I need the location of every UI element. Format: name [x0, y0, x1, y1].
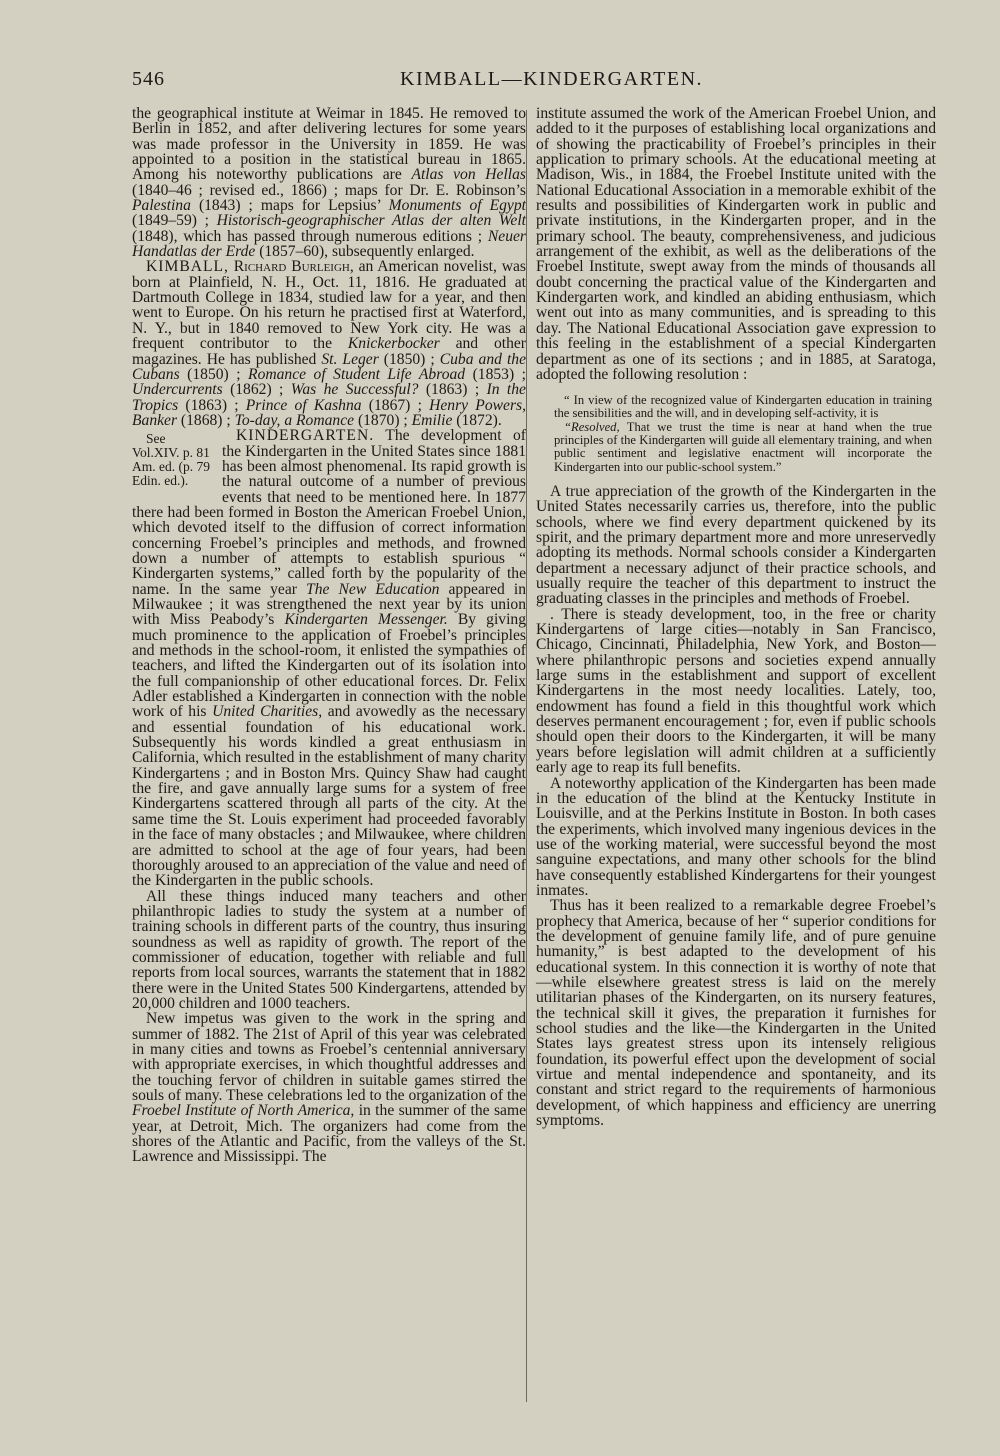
- column-rule: [526, 110, 527, 1402]
- kiepert-paragraph: the geographical institute at Weimar in 1845. He removed to Berlin in 1852, and after delivering lectures for some years was made professor in the University in 1859. He was appointed to a position in the statistical bureau in 1865. Among his noteworthy publications are Atlas von Hellas (1840–46 ; revised ed., 1866) ; maps for Dr. E. Robinson’s Palestina (1843) ; maps for Lepsius’ Monuments of Egypt (1849–59) ; Historisch-geographischer Atlas der alten Welt (1848), which has passed through numerous editions ; Neuer Handatlas der Erde (1857–60), subsequently enlarged.: [132, 105, 527, 261]
- entry-heading: KINDERGARTEN.: [236, 427, 375, 445]
- right-column: [536, 106, 936, 1128]
- margin-note: See Vol.XIV. p. 81 Am. ed. (p. 79 Edin. ed.).: [132, 431, 210, 489]
- resolution-quote: [554, 394, 932, 474]
- paragraph: Thus has it been realized to a remarkable degree Froebel’s prophecy that America, because of her “ superior conditions for the development of genuine family life, and of pure genuine humanity,” is best adapted to the development of his educational system. In this connection it is worthy of note that—while elsewhere greatest stress is laid on the merely utilitarian phases of the Kindergarten, on its nursery features, the technical skill it gives, the preparation it furnishes for school studies and the like—the Kindergarten in the United States lays greatest stress upon its intensely religious foundation, its powerful effect upon the development of social virtue and mental independence and spontaneity, and its constant and strict regard to the requirements of harmonious development, of which happiness and efficiency are unerring symptoms.: [536, 897, 936, 1130]
- quote-line: “ In view of the recognized value of Kindergarten education in training the sensibilities and the will, and in developing self-activity, it is: [554, 393, 932, 421]
- paragraph: All these things induced many teachers and other philanthropic ladies to study the system at a number of training schools in different parts of the country, thus insuring soundness as well as rapidity of growth. The report of the commissioner of education, together with reliable and full reports from local sources, warrants the statement that in 1882 there were in the United States 500 Kindergartens, attended by 20,000 children and 1000 teachers.: [132, 887, 526, 1012]
- paragraph: A true appreciation of the growth of the Kindergarten in the United States necessarily carries us, therefore, into the public schools, where we find every department quickened by its spirit, and the primary department more and more unreservedly adopting its methods. Normal schools consider a Kindergarten department a necessary adjunct of their practice schools, and usually require the teacher of this department to instruct the graduating classes in the principles and methods of Froebel.: [536, 482, 936, 608]
- entry-name: Richard Burleigh,: [233, 258, 354, 276]
- paragraph: . There is steady development, too, in the free or charity Kindergartens of large cities—notably in San Francisco, Chicago, Cincinnati, Philadelphia, New York, and Boston—where philanthropic persons and societies expend annually large sums in the establishment and support of excellent Kindergartens in the most needy localities. Lately, too, endowment has found a field in this thoughtful work which deserves permanent encouragement ; for, even if public schools should open their doors to the Kindergarten, it will be many years before legislation will admit children at a sufficiently early age to reap its full benefits.: [536, 605, 936, 777]
- paragraph: A noteworthy application of the Kindergarten has been made in the education of the blind at the Kentucky Institute in Louisville, and at the Perkins Institute in Boston. In both cases the experiments, which involved many ingenious devices in the use of the working material, were successful beyond the most sanguine expectations, and many other schools for the blind have consequently established Kindergartens for their youngest inmates.: [536, 774, 936, 899]
- paragraph: institute assumed the work of the American Froebel Union, and added to it the purposes of establishing local organizations and of showing the practicability of Froebel’s principles in their application to primary schools. At the educational meeting at Madison, Wis., in 1884, the Froebel Institute united with the National Educational Association in a memorable exhibit of the results and possibilities of Kindergarten work in public and private institutions, in the Kindergarten proper, and in the primary school. The beauty, comprehensiveness, and judicious arrangement of the exhibit, as well as the deliberations of the Froebel Institute, swept away from the minds of thousands all doubt concerning the practical value of the Kindergarten and Kindergarten work, and kindled an abiding enthusiasm, which went out into as many communities, and is spreading to this day. The National Educational Association gave expression to this feeling in the establishment of a special Kindergarten department as one of its sections ; and in 1885, at Saratoga, adopted the following resolution :: [536, 105, 936, 383]
- page-number: 546: [132, 68, 165, 90]
- entry-heading: KIMBALL,: [146, 258, 229, 276]
- kindergarten-entry: KINDERGARTEN. See Vol.XIV. p. 81 Am. ed. (p. 79 Edin. ed.). The development of the Kindergarten in the United States since 1881 has been almost phenomenal. Its rapid growth is the natural outcome of a number of previous events that need to be mentioned here. In 1877 there had been formed in Boston the American Froebel Union, which devoted itself to the diffusion of correct information concerning Froebel’s principles and methods, and frowned down a number of attempts to establish spurious “ Kindergarten systems,” called forth by the popularity of the name. In the same year The New Education appeared in Milwaukee ; it was strengthened the next year by its union with Miss Peabody’s Kindergarten Messenger. By giving much prominence to the application of Froebel’s principles and methods in the school-room, it enlisted the sympathies of teachers, and lifted the Kindergarten out of its isolation into the full companionship of other educational forces. Dr. Felix Adler established a Kindergarten in connection with the noble work of his United Charities, and avowedly as the necessary and essential foundation of his educational work. Subsequently his words kindled a great enthusiasm in California, which resulted in the establishment of many charity Kindergartens ; and in Boston Mrs. Quincy Shaw had caught the fire, and gave annually large sums for a system of free Kindergartens scattered through all parts of the city. At the same time the St. Louis experiment had proceeded favorably in the face of many obstacles ; and Milwaukee, where children are admitted to school at the age of four years, had been thoroughly aroused to an appreciation of the value and need of the Kindergarten in the public schools.: [132, 427, 526, 890]
- quote-line: “Resolved, That we trust the time is near at hand when the true principles of the Kindergarten will guide all elementary training, and when public sentiment and legislative enactment will incorporate the Kindergarten into our public-school system.”: [554, 419, 932, 474]
- left-column: [132, 106, 526, 1165]
- kimball-entry: KIMBALL, Richard Burleigh, an American novelist, was born at Plainfield, N. H., Oct. 11, 1816. He graduated at Dartmouth College in 1834, studied law for a year, and then went to Europe. On his return he practised first at Waterford, N. Y., but in 1840 removed to New York city. He was a frequent contributor to the Knickerbocker and other magazines. He has published St. Leger (1850) ; Cuba and the Cubans (1850) ; Romance of Student Life Abroad (1853) ; Undercurrents (1862) ; Was he Successful? (1863) ; In the Tropics (1863) ; Prince of Kashna (1867) ; Henry Powers, Banker (1868) ; To-day, a Romance (1870) ; Emilie (1872).: [132, 258, 526, 429]
- paragraph: New impetus was given to the work in the spring and summer of 1882. The 21st of April of this year was celebrated in many cities and towns as Froebel’s centennial anniversary with appropriate exercises, in which thoughtful addresses and the touching fervor of children in suitable games stirred the souls of many. These celebrations led to the organization of the Froebel Institute of North America, in the summer of the same year, at Detroit, Mich. The organizers had come from the shores of the Atlantic and Pacific, from the valleys of the St. Lawrence and Mississippi. The: [132, 1010, 527, 1166]
- running-head: KIMBALL—KINDERGARTEN.: [400, 68, 704, 90]
- page-header: [132, 68, 932, 98]
